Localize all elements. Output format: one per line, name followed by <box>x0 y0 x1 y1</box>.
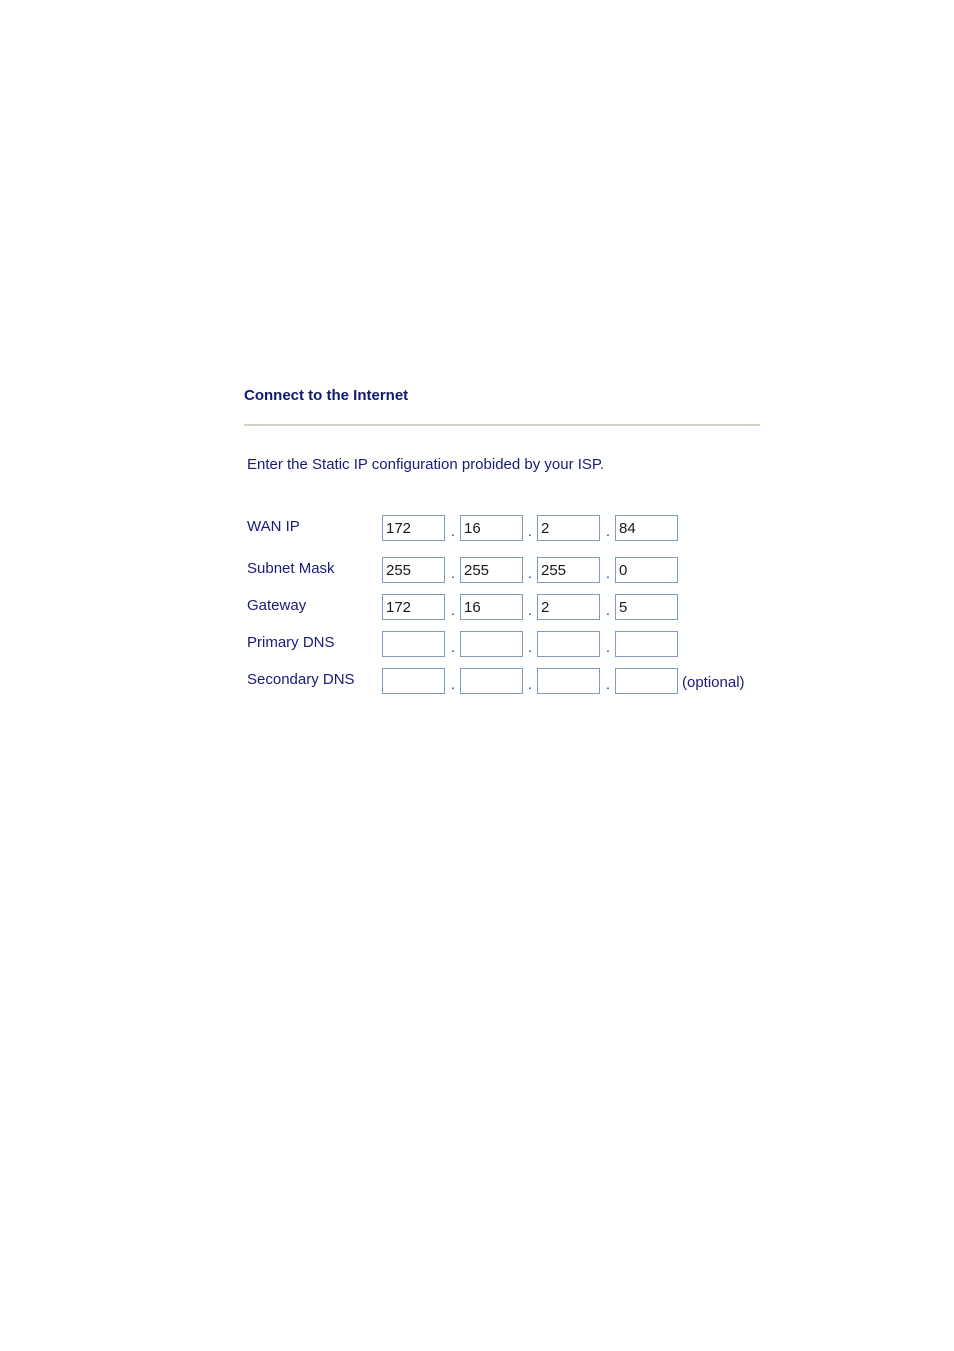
wan-ip-row <box>244 515 760 541</box>
gateway-label: Gateway <box>247 597 307 614</box>
secondary-dns-octet-1[interactable] <box>382 668 445 694</box>
subnet-mask-row <box>244 557 760 583</box>
subnet-mask-octet-3[interactable] <box>537 557 600 583</box>
octet-separator: . <box>451 676 455 692</box>
secondary-dns-octet-4[interactable] <box>615 668 678 694</box>
primary-dns-octet-4[interactable] <box>615 631 678 657</box>
subnet-mask-label: Subnet Mask <box>247 560 335 577</box>
panel-title: Connect to the Internet <box>244 387 409 404</box>
octet-separator: . <box>451 602 455 618</box>
wan-ip-octet-4[interactable] <box>615 515 678 541</box>
primary-dns-label: Primary DNS <box>247 634 335 651</box>
octet-separator: . <box>451 565 455 581</box>
octet-separator: . <box>528 676 532 692</box>
secondary-dns-octet-2[interactable] <box>460 668 523 694</box>
octet-separator: . <box>528 602 532 618</box>
gateway-row <box>244 594 760 620</box>
octet-separator: . <box>528 639 532 655</box>
octet-separator: . <box>606 639 610 655</box>
gateway-octet-3[interactable] <box>537 594 600 620</box>
wan-ip-octet-3[interactable] <box>537 515 600 541</box>
secondary-dns-octet-3[interactable] <box>537 668 600 694</box>
primary-dns-octet-3[interactable] <box>537 631 600 657</box>
title-divider <box>244 424 760 426</box>
subnet-mask-octet-1[interactable] <box>382 557 445 583</box>
secondary-dns-row <box>244 668 760 694</box>
secondary-dns-label: Secondary DNS <box>247 671 355 688</box>
wan-ip-octet-1[interactable] <box>382 515 445 541</box>
primary-dns-row <box>244 631 760 657</box>
optional-note: (optional) <box>682 674 745 691</box>
subnet-mask-octet-4[interactable] <box>615 557 678 583</box>
octet-separator: . <box>451 523 455 539</box>
gateway-octet-1[interactable] <box>382 594 445 620</box>
instruction-text: Enter the Static IP configuration probided by your ISP. <box>247 456 605 473</box>
octet-separator: . <box>451 639 455 655</box>
primary-dns-octet-1[interactable] <box>382 631 445 657</box>
primary-dns-octet-2[interactable] <box>460 631 523 657</box>
octet-separator: . <box>606 676 610 692</box>
gateway-octet-2[interactable] <box>460 594 523 620</box>
octet-separator: . <box>528 565 532 581</box>
gateway-octet-4[interactable] <box>615 594 678 620</box>
wan-ip-octet-2[interactable] <box>460 515 523 541</box>
wan-ip-label: WAN IP <box>247 518 300 535</box>
subnet-mask-octet-2[interactable] <box>460 557 523 583</box>
octet-separator: . <box>528 523 532 539</box>
octet-separator: . <box>606 565 610 581</box>
octet-separator: . <box>606 523 610 539</box>
octet-separator: . <box>606 602 610 618</box>
connect-internet-panel <box>244 384 760 692</box>
